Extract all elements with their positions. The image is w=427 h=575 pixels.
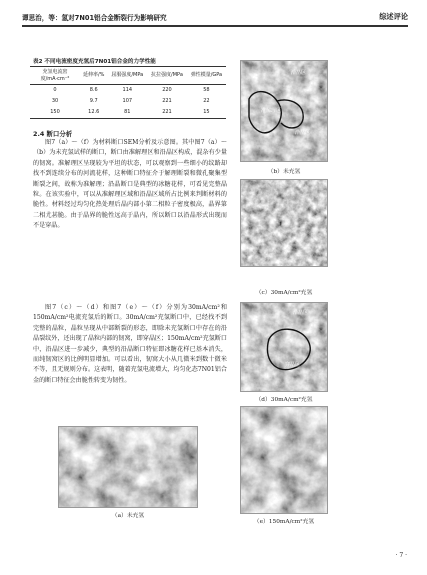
figure-caption-b: （b）未充氢 [267, 169, 301, 175]
table-cell: 150 [50, 109, 60, 116]
table-cell: 12.6 [88, 109, 100, 116]
table-header-row [30, 67, 226, 85]
page-header [22, 12, 408, 26]
figure-caption-d: （d）30mA/cm²充氢 [255, 397, 313, 403]
page-number: · 7 · [395, 552, 407, 559]
table-header-cell: 延伸率/% [83, 72, 105, 79]
table-row [30, 107, 226, 118]
table-cell: 15 [203, 109, 210, 116]
sem-micrograph [241, 407, 328, 514]
sem-micrograph [241, 303, 328, 392]
table-row [30, 96, 226, 107]
table-cell: 8.6 [89, 87, 98, 94]
section-heading: 2.4 断口分析 [33, 130, 73, 138]
table-cell: 9.7 [89, 98, 98, 105]
table-header-cell: 抗拉强度/MPa [151, 72, 183, 79]
table-cell: 0 [53, 87, 57, 94]
label-transgranular: 穿晶区 [285, 362, 301, 368]
table-header-cell: 弹性模量/GPa [190, 72, 223, 79]
table-header-cell: 屈服强度/MPa [111, 72, 144, 79]
sem-image-e [240, 406, 328, 514]
table-row [30, 85, 226, 96]
figure-caption-c: （c）30mA/cm²充氢 [255, 290, 313, 296]
table-cell: 114 [122, 87, 133, 94]
sem-image-d [240, 302, 328, 392]
label-intergranular: 沿晶区 [291, 70, 307, 76]
table-cell: 221 [162, 109, 172, 116]
label-intergranular: 沿晶区 [293, 310, 309, 316]
body-paragraph: 图7（a）～（f）为材料断口SEM分析及示意图。其中图7（a）～（b）为未充氢试样的断口，断口由准解理区和沿晶区构成，混杂有少量的韧窝。准解理区呈现较为平坦的状态，可以观察到一些细小的纹路却找不到连续分布的河流花样，这种断口特征介于解理断裂和微孔聚集型断裂之间，故称为准解理；沿晶断口是典型的冰糖花样，可看见完整晶粒。在该实验中，可以从准解理区域和沿晶区域所占比例来判断材料的脆性。材料经过均匀化热处理后晶内部小第二相粒子密度极高，晶界第二相尤甚脆。由于晶界的脆性远高于晶内，所以断口以沿晶形式出现而不是穿晶。 [33, 139, 227, 230]
sem-image-b [240, 60, 328, 162]
sem-image-a [58, 426, 198, 508]
header-section: 综述评论 [379, 12, 408, 21]
figure-caption-a: （a）未充氢 [111, 513, 145, 519]
table-title: 表2 不同电流密度充氢后7N01铝合金的力学性能 [33, 59, 156, 65]
label-intergranular: 沿晶区 [295, 130, 311, 136]
sem-micrograph [241, 180, 328, 267]
figure-caption-e: （e）150mA/cm²充氢 [253, 519, 315, 525]
sem-image-c [240, 179, 328, 267]
header-rule [22, 25, 408, 27]
table-cell: 220 [162, 87, 172, 94]
mechanical-properties-table [30, 66, 226, 119]
header-title: 谭思治，等：氢对7N01铝合金断裂行为影响研究 [22, 14, 167, 22]
table-cell: 221 [162, 98, 172, 105]
table-header-cell: 充氢电流密度/mA·cm⁻² [40, 69, 70, 82]
table-cell: 107 [122, 98, 133, 105]
table-cell: 58 [203, 87, 210, 94]
table-cell: 30 [51, 98, 59, 105]
sem-micrograph [241, 61, 328, 162]
sem-micrograph [59, 427, 198, 508]
label-quasi-cleavage: 准解理区 [261, 108, 282, 114]
body-paragraph: 图7（c）～（d）和图7（e）～（f）分别为30mA/cm²和150mA/cm²电流充氢后的断口。30mA/cm²充氢断口中，已经找不到完整的晶粒，晶粒呈现从中部断裂的形态，即除未充氢断口中存在的沿晶裂纹外，还出现了晶粒内部的韧窝，即穿晶区；150mA/cm²充氢断口中，沿晶区进一步减少，典型的沿晶断口特征即冰糖花样已基本消失，而纯韧窝区的比例明显增加。可以看出，韧窝大小从几微米到数十微米不等，且无规则分布。这表明，随着充氢电流增大，均匀化态7N01铝合金的断口特征会由脆性转变为韧性。 [33, 304, 227, 384]
table-cell: 81 [124, 109, 131, 116]
table-cell: 22 [203, 98, 210, 105]
